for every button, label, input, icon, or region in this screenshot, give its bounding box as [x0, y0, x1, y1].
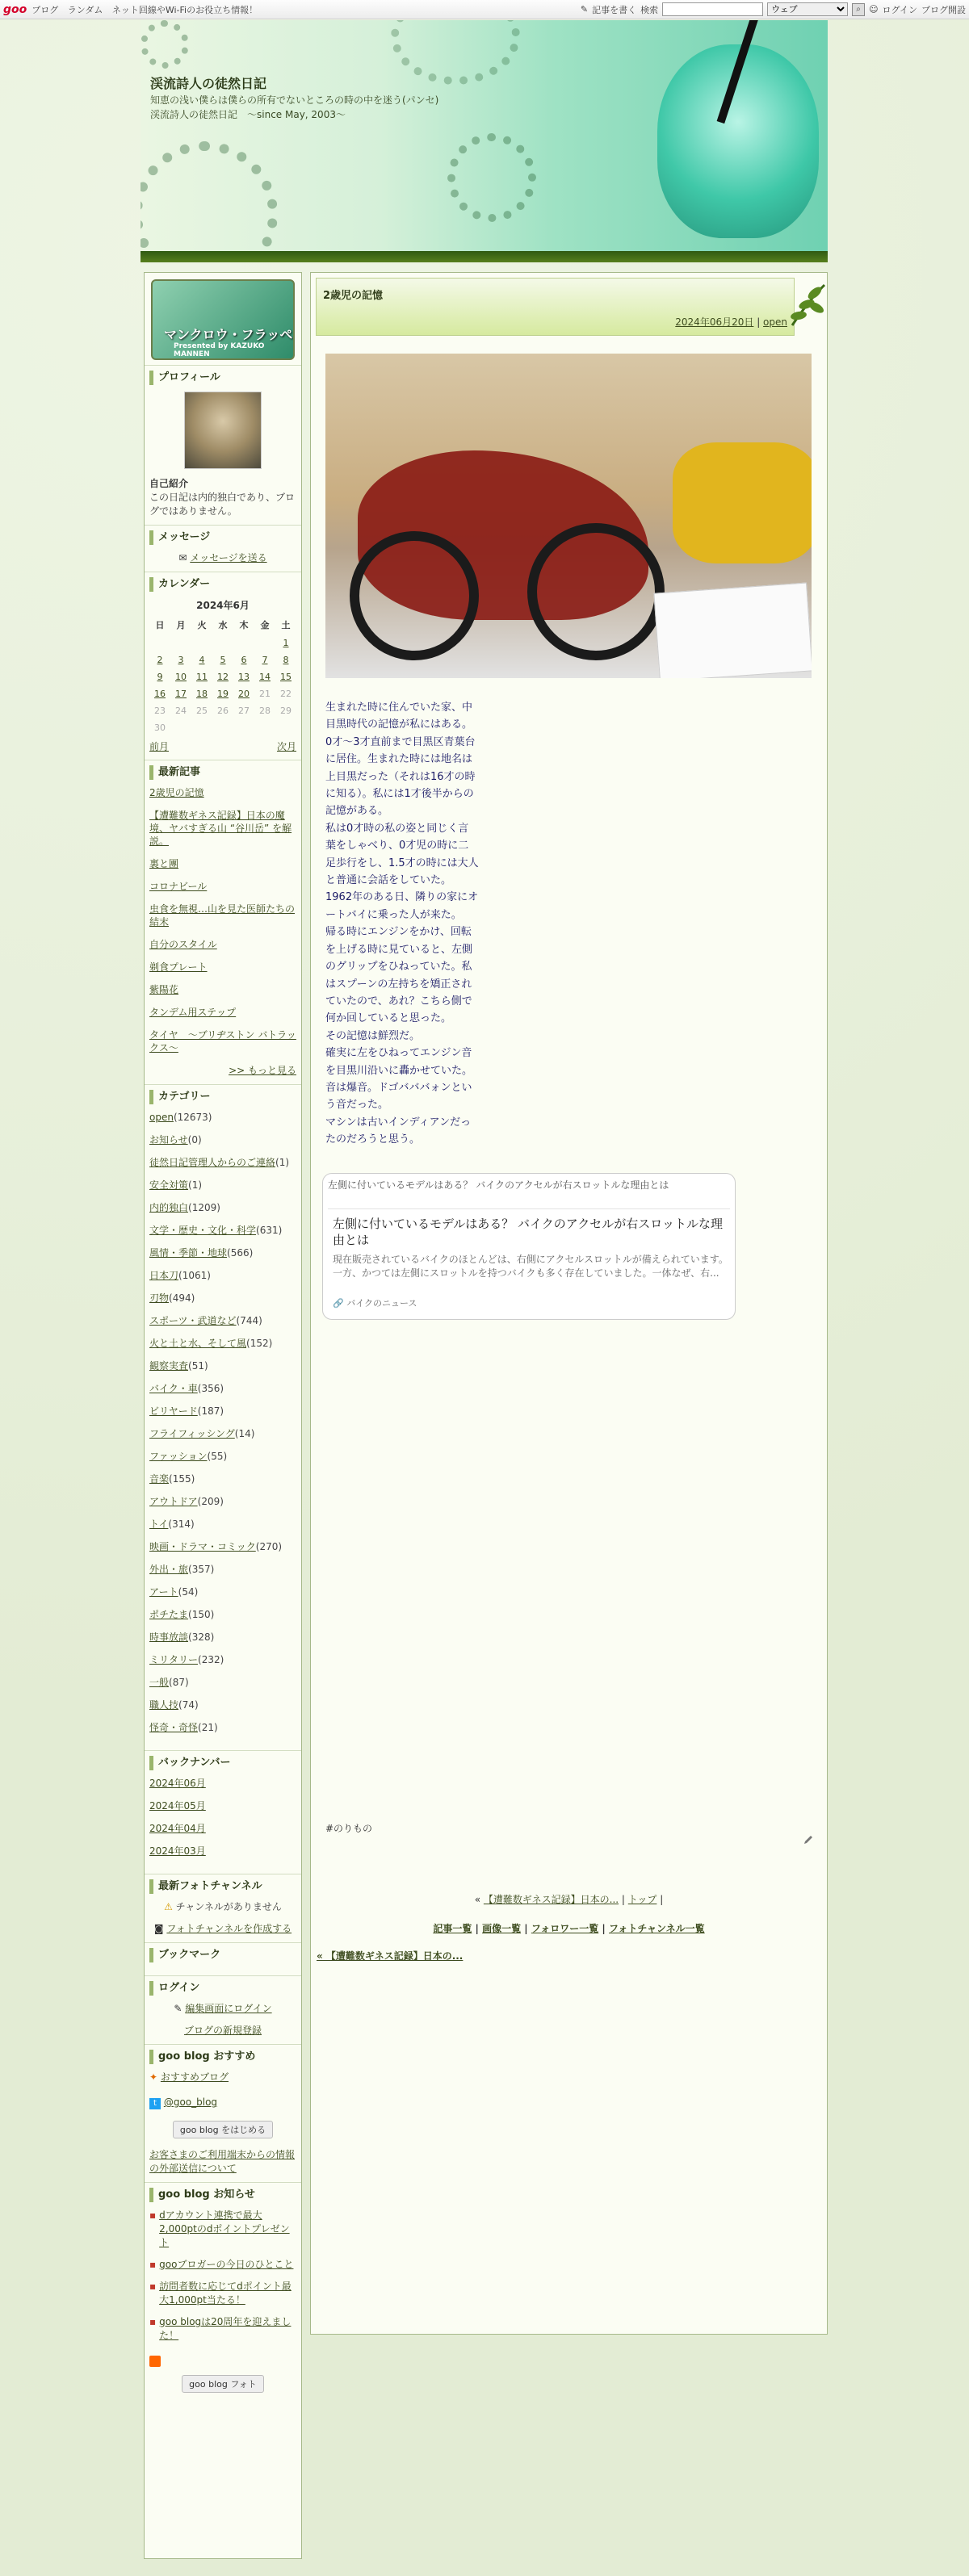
pager-prefix: «	[474, 1894, 484, 1905]
search-input[interactable]	[662, 2, 763, 16]
category-count: (0)	[187, 1134, 202, 1146]
category-count: (314)	[168, 1518, 195, 1530]
category-item	[149, 1427, 296, 1440]
calendar-day[interactable]: 15	[280, 672, 292, 682]
calendar-day[interactable]: 1	[283, 638, 289, 648]
calendar-day	[191, 719, 212, 736]
start-blog-button[interactable]: goo blog をはじめる	[173, 2121, 273, 2138]
message-section	[145, 525, 301, 572]
category-item	[149, 1518, 296, 1531]
profile-section	[145, 365, 301, 525]
calendar-day[interactable]: 5	[220, 655, 226, 665]
category-link[interactable]: 怪奇・奇怪	[149, 1722, 199, 1733]
calendar-day[interactable]: 17	[175, 689, 187, 699]
bookmark-section	[145, 1942, 301, 1975]
category-item	[149, 1495, 296, 1508]
news-heading: goo blog お知らせ	[149, 2188, 296, 2202]
category-item	[149, 1382, 296, 1395]
backnumber-link[interactable]: 2024年03月	[149, 1845, 206, 1857]
category-link[interactable]: 一般	[149, 1677, 170, 1688]
photo-button[interactable]: goo blog フォト	[182, 2375, 264, 2393]
site-title[interactable]: 渓流詩人の徒然日記	[150, 76, 267, 91]
prev-entry	[317, 1949, 463, 1962]
blog-header	[141, 20, 828, 251]
recent-article-link[interactable]: 2歳児の記憶	[149, 787, 204, 798]
calendar-heading: カレンダー	[149, 577, 296, 592]
recent-articles-section	[145, 760, 301, 1084]
category-link[interactable]: 音楽	[149, 1473, 170, 1485]
category-count: (12673)	[173, 1112, 212, 1123]
category-count: (74)	[178, 1699, 199, 1711]
backnumber-heading: バックナンバー	[149, 1756, 296, 1770]
twitter-icon: t	[149, 2098, 161, 2109]
blog-open-link[interactable]: ブログ開設	[921, 4, 966, 15]
search-icon[interactable]: ⌕	[852, 3, 865, 16]
news-item	[149, 2258, 296, 2272]
calendar-day: 27	[238, 706, 250, 716]
entry-paragraph: 私は0才時の私の姿と同じく言葉をしゃべり、0才児の時に二足歩行をし、1.5才の時には大人と普通に会話をしていた。	[325, 822, 479, 887]
link-card-image-alt: 左側に付いているモデルはある？ バイクのアクセルが右スロットルな理由とは	[328, 1179, 669, 1191]
news-item	[149, 2280, 296, 2307]
calendar-day: 24	[175, 706, 187, 716]
login-section	[145, 1975, 301, 2044]
entry-separator: |	[753, 316, 764, 328]
calendar-day	[212, 635, 233, 651]
entry-paragraph: その記憶は鮮烈だ。	[325, 1029, 421, 1042]
category-count: (54)	[178, 1586, 199, 1598]
category-count: (328)	[188, 1631, 215, 1643]
calendar-weekday: 火	[197, 620, 207, 630]
recent-article-link[interactable]: 虫食を無視…山を見た医師たちの結末	[149, 903, 296, 928]
category-link[interactable]: 徒然日記管理人からのご連絡	[149, 1157, 276, 1168]
category-link[interactable]: お知らせ	[149, 1134, 188, 1146]
recent-article-link[interactable]: タンデム用ステップ	[149, 1007, 237, 1018]
calendar-day[interactable]: 7	[262, 655, 268, 665]
link-card[interactable]	[322, 1173, 736, 1320]
entry-paragraph: 確実に左をひねってエンジン音を目黒川沿いに轟かせていた。	[325, 1047, 473, 1077]
intro-text: この日記は内的独白であり、ブログではありません。	[149, 492, 296, 517]
category-link[interactable]: 火と土と水、そして風	[149, 1338, 247, 1349]
calendar-day	[212, 719, 233, 736]
login-link[interactable]: ログイン	[882, 4, 917, 15]
prev-entry-link[interactable]: « 【遭難数ギネス記録】日本の...	[317, 1950, 464, 1962]
wheel-shape	[350, 531, 479, 660]
calendar-day: 26	[217, 706, 229, 716]
photochannel-list-link[interactable]: フォトチャンネル一覧	[609, 1923, 705, 1934]
calendar-month: 2024年6月	[196, 600, 250, 611]
category-link[interactable]: 文学・歴史・文化・科学	[149, 1225, 257, 1236]
category-link[interactable]: フライフィッシング	[149, 1428, 235, 1439]
news-list	[149, 2209, 296, 2343]
calendar-day	[275, 719, 296, 736]
recent-heading: 最新記事	[149, 765, 296, 780]
recent-article-link[interactable]: 裏と團	[149, 858, 179, 869]
recommend-heading: goo blog おすすめ	[149, 2050, 296, 2064]
link-card-description: 現在販売されているバイクのほとんどは、右側にアクセルスロットルが備えられています。一方、かつては左側にスロットルを持つバイクも多く存在していました。一体なぜ、右...	[333, 1253, 728, 1279]
intro-label: 自己紹介	[149, 478, 189, 489]
category-count: (494)	[169, 1292, 195, 1304]
calendar-day[interactable]: 16	[154, 689, 166, 699]
backnumber-link[interactable]: 2024年04月	[149, 1823, 206, 1834]
backnumber-list	[149, 1777, 296, 1858]
entry-title: 2歳児の記憶	[323, 290, 384, 302]
calendar-day: 21	[259, 689, 271, 699]
category-item	[149, 1631, 296, 1644]
wheel-shape	[527, 523, 665, 660]
recent-list	[149, 786, 296, 1054]
category-count: (87)	[169, 1677, 189, 1688]
top-nav-wifi[interactable]: ネット回線やWi-Fiのお役立ち情報！	[111, 4, 258, 15]
more-link[interactable]: >> もっと見る	[229, 1065, 296, 1076]
category-item	[149, 1246, 296, 1259]
twitter-link[interactable]: @goo_blog	[163, 2096, 218, 2108]
category-link[interactable]: 安全対策	[149, 1179, 189, 1191]
category-count: (232)	[198, 1654, 224, 1665]
entry-tag[interactable]: #のりもの	[325, 1823, 373, 1834]
main-entry	[310, 272, 828, 2335]
category-link[interactable]: 映画・ドラマ・コミック	[149, 1541, 256, 1552]
calendar-day[interactable]: 8	[283, 655, 289, 665]
entry-date[interactable]: 2024年06月20日	[675, 316, 754, 328]
category-count: (152)	[246, 1338, 273, 1349]
calendar-day	[233, 719, 254, 736]
leaf-icon	[784, 277, 829, 335]
category-link[interactable]: 観察実査	[149, 1360, 189, 1372]
category-item	[149, 1585, 296, 1598]
category-link[interactable]: トイ	[149, 1518, 169, 1530]
calendar-day: 25	[196, 706, 208, 716]
calendar-weekday: 木	[239, 620, 249, 630]
no-channel-text: チャンネルがありません	[175, 1901, 282, 1912]
calendar-next-month[interactable]: 次月	[276, 741, 296, 752]
category-item	[149, 1314, 296, 1327]
image-list-link[interactable]: 画像一覧	[482, 1923, 522, 1934]
calendar-day	[149, 635, 170, 651]
calendar-day[interactable]: 3	[178, 655, 184, 665]
pencil-icon: ✎	[174, 2003, 182, 2014]
calendar-day[interactable]: 4	[199, 655, 205, 665]
category-item	[149, 1179, 296, 1192]
news-icon: ▪	[149, 2209, 157, 2221]
avatar	[184, 392, 262, 469]
profile-heading: プロフィール	[149, 371, 296, 385]
sidebar	[144, 272, 302, 2559]
entry-category[interactable]: open	[763, 316, 787, 328]
entry-body	[325, 699, 479, 1149]
category-link[interactable]: 日本刀	[149, 1270, 179, 1281]
category-item	[149, 1337, 296, 1350]
link-card-title[interactable]: 左側に付いているモデルはある？ バイクのアクセルが右スロットルな理由とは	[333, 1216, 723, 1247]
top-nav	[31, 3, 264, 16]
banner-subtitle: Presented by KAZUKO MANNEN	[174, 342, 265, 358]
calendar-day: 29	[280, 706, 292, 716]
news-link[interactable]: gooブロガーの今日のひとこと	[159, 2259, 294, 2270]
follower-list-link[interactable]: フォロワー一覧	[531, 1923, 599, 1934]
calendar-table	[149, 615, 296, 736]
category-count: (51)	[188, 1360, 208, 1372]
goo-logo[interactable]: goo	[3, 2, 27, 16]
entry-paragraph: 帰る時にエンジンをかけ、回転を上げる時に見ていると、左側のグリップをひねっていた。私はスプーンの左持ちを矯正されていたので、あれ？こちら側で何か回していると思った。	[325, 926, 473, 1025]
calendar-day: 30	[154, 723, 166, 733]
calendar-day[interactable]: 20	[238, 689, 250, 699]
calendar-day[interactable]: 12	[217, 672, 229, 682]
entry-paragraph: 音は爆音。ドゴバババォンという音だった。	[325, 1081, 472, 1112]
calendar-weekday: 土	[281, 620, 291, 630]
category-item	[149, 1698, 296, 1711]
recent-article-link[interactable]: コロナビール	[149, 881, 208, 892]
rss-icon[interactable]	[149, 2356, 161, 2367]
category-item	[149, 1156, 296, 1169]
category-item	[149, 1721, 296, 1734]
recommend-blog-link[interactable]: おすすめブログ	[160, 2071, 229, 2083]
news-link[interactable]: dアカウント連携で最大2,000ptのdポイントプレゼント	[159, 2209, 290, 2248]
category-item	[149, 1653, 296, 1666]
calendar-day: 22	[280, 689, 292, 699]
header-bar	[141, 251, 828, 262]
calendar-day[interactable]: 9	[157, 672, 163, 682]
pager-top-link[interactable]: トップ	[627, 1894, 657, 1905]
category-item	[149, 1676, 296, 1689]
photochannel-section	[145, 1874, 301, 1942]
entry-paragraph: 1962年のある日、隣りの家にオートバイに乗った人が来た。	[325, 891, 479, 921]
envelope-icon: ✉	[178, 552, 187, 563]
category-count: (270)	[255, 1541, 283, 1552]
top-bar	[0, 0, 969, 19]
category-count: (356)	[197, 1383, 224, 1394]
category-link[interactable]: ファッション	[149, 1451, 208, 1462]
link-icon: 🔗	[333, 1297, 344, 1309]
category-heading: カテゴリー	[149, 1090, 296, 1104]
pager-links: 記事一覧 | 画像一覧 | フォロワー一覧 | フォトチャンネル一覧	[433, 1923, 705, 1934]
info-placard	[653, 583, 812, 678]
calendar-day	[191, 635, 212, 651]
category-item	[149, 1269, 296, 1282]
category-link[interactable]: 時事放談	[149, 1631, 189, 1643]
category-link[interactable]: バイク・車	[149, 1383, 198, 1394]
category-link[interactable]: open	[149, 1112, 174, 1123]
lace-decoration	[141, 20, 189, 69]
calendar-day	[170, 635, 191, 651]
category-count: (55)	[207, 1451, 228, 1462]
calendar-day	[254, 719, 275, 736]
external-info-link[interactable]: お客さまのご利用端末からの情報の外部送信について	[149, 2149, 296, 2174]
calendar-day[interactable]: 11	[196, 672, 208, 682]
recent-article-link[interactable]: 紫陽花	[149, 984, 179, 995]
category-item	[149, 1472, 296, 1485]
news-icon: ▪	[149, 2281, 157, 2292]
calendar-day	[170, 719, 191, 736]
sidebar-banner[interactable]	[151, 279, 295, 360]
category-count: (14)	[234, 1428, 255, 1439]
category-item	[149, 1359, 296, 1372]
news-icon: ▪	[149, 2259, 157, 2270]
link-card-source: バイクのニュース	[346, 1297, 417, 1309]
category-count: (357)	[188, 1564, 215, 1575]
category-link[interactable]: ポチたま	[149, 1609, 189, 1620]
category-item	[149, 1292, 296, 1305]
category-count: (209)	[197, 1496, 224, 1507]
create-photochannel-link[interactable]: フォトチャンネルを作成する	[166, 1923, 292, 1934]
category-count: (150)	[188, 1609, 215, 1620]
yellow-motorcycle-shape	[673, 442, 812, 563]
pager-prev-link[interactable]: 【遭難数ギネス記録】日本の...	[483, 1894, 619, 1905]
category-count: (155)	[169, 1473, 195, 1485]
calendar-weekday: 金	[260, 620, 270, 630]
category-count: (566)	[227, 1247, 254, 1259]
category-link[interactable]: 職人技	[149, 1699, 179, 1711]
category-count: (1209)	[188, 1202, 220, 1213]
calendar-day: 28	[259, 706, 271, 716]
backnumber-link[interactable]: 2024年05月	[149, 1800, 206, 1812]
photochannel-heading: 最新フォトチャンネル	[149, 1879, 296, 1894]
lace-decoration	[391, 20, 520, 85]
recent-article-link[interactable]: 自分のスタイル	[149, 939, 217, 950]
news-icon: ▪	[149, 2316, 157, 2327]
category-item	[149, 1608, 296, 1621]
calendar-day[interactable]: 18	[196, 689, 208, 699]
search-scope-select[interactable]	[767, 2, 848, 16]
send-message-link[interactable]: メッセージを送る	[190, 552, 267, 563]
calendar-weekday: 水	[218, 620, 228, 630]
category-section	[145, 1084, 301, 1750]
calendar-day[interactable]: 10	[175, 672, 187, 682]
category-count: (1)	[275, 1157, 290, 1168]
category-link[interactable]: ビリヤード	[149, 1405, 198, 1417]
category-link[interactable]: 外出・旅	[149, 1564, 189, 1575]
category-link[interactable]: 風情・季節・地球	[149, 1247, 228, 1259]
top-nav-random[interactable]: ランダム	[67, 4, 103, 15]
news-section	[145, 2182, 301, 2399]
edit-login-link[interactable]: 編集画面にログイン	[185, 2003, 272, 2014]
recent-article-link[interactable]: 剃食プレート	[149, 961, 208, 973]
login-icon: ☺	[869, 4, 879, 15]
calendar-weekday: 月	[176, 620, 186, 630]
search-label: 検索	[640, 4, 659, 15]
write-article-link[interactable]: 記事を書く	[592, 4, 637, 15]
category-count: (744)	[236, 1315, 262, 1326]
calendar-day	[233, 635, 254, 651]
entry-paragraph: マシンは古いインディアンだったのだろうと思う。	[325, 1116, 472, 1146]
category-item	[149, 1450, 296, 1463]
category-count: (1061)	[178, 1270, 211, 1281]
news-link[interactable]: goo blogは20周年を迎えました！	[159, 2316, 292, 2341]
calendar-day[interactable]: 14	[259, 672, 271, 682]
category-link[interactable]: ミリタリー	[149, 1654, 199, 1665]
category-list	[149, 1111, 296, 1734]
edit-pencil-icon[interactable]	[803, 1834, 814, 1845]
calendar-day[interactable]: 2	[157, 655, 163, 665]
site-description: 知恵の浅い僕らは僕らの所有でないところの時の中を迷う(パンセ) 渓流詩人の徒然日記 ～since May, 2003～	[150, 94, 449, 120]
calendar-weekday: 日	[155, 620, 165, 630]
category-link[interactable]: 刃物	[149, 1292, 170, 1304]
register-link[interactable]: ブログの新規登録	[183, 2025, 262, 2036]
lace-decoration	[141, 141, 278, 251]
news-item	[149, 2209, 296, 2250]
camera-icon: ◙	[153, 1923, 164, 1934]
recommend-section	[145, 2044, 301, 2182]
recent-article-link[interactable]: タイヤ ～ブリヂストン バトラックス～	[149, 1029, 296, 1053]
warning-icon: ⚠	[164, 1901, 173, 1912]
entry-paragraph: 生まれた時に住んでいた家、中目黒時代の記憶が私にはある。0才〜3才直前まで目黒区青葉台に居住。生まれた時には地名は上目黒だった（それは16才の時に知る）。私には1才後半からの記憶がある。	[325, 702, 476, 818]
recent-article-link[interactable]: 【遭難数ギネス記録】日本の魔境、ヤバすぎる山 “谷川岳” を解説。	[149, 810, 292, 847]
banner-title: マンクロウ・フラッペ	[164, 327, 293, 342]
category-item	[149, 1201, 296, 1214]
category-item	[149, 1224, 296, 1237]
category-item	[149, 1405, 296, 1418]
category-count: (631)	[256, 1225, 283, 1236]
message-heading: メッセージ	[149, 530, 296, 545]
category-item	[149, 1540, 296, 1553]
calendar-section	[145, 572, 301, 760]
category-link[interactable]: 内的独白	[149, 1202, 189, 1213]
bookmark-heading: ブックマーク	[149, 1948, 296, 1962]
top-right-tools	[581, 2, 966, 16]
article-list-link[interactable]: 記事一覧	[433, 1923, 472, 1934]
calendar-day: 23	[154, 706, 166, 716]
entry-photo[interactable]	[325, 354, 812, 678]
category-count: (1)	[188, 1179, 203, 1191]
category-item	[149, 1133, 296, 1146]
backnumber-link[interactable]: 2024年06月	[149, 1778, 206, 1789]
category-link[interactable]: アウトドア	[149, 1496, 198, 1507]
category-item	[149, 1111, 296, 1124]
pager-top: « 【遭難数ギネス記録】日本の... | トップ |	[474, 1894, 664, 1905]
pen-icon: ✎	[580, 4, 589, 15]
category-link[interactable]: アート	[149, 1586, 178, 1598]
backnumber-section	[145, 1750, 301, 1874]
calendar-prev-month[interactable]: 前月	[149, 741, 170, 752]
news-link[interactable]: 訪問者数に応じてdポイント最大1,000pt当たる！	[159, 2281, 292, 2306]
calendar-day	[254, 635, 275, 651]
login-heading: ログイン	[149, 1981, 296, 1996]
calendar-day[interactable]: 6	[241, 655, 247, 665]
calendar-day[interactable]: 19	[217, 689, 229, 699]
entry-header	[316, 278, 795, 336]
category-count: (187)	[197, 1405, 224, 1417]
category-count: (21)	[198, 1722, 218, 1733]
news-item	[149, 2315, 296, 2343]
flame-icon: ✦	[149, 2071, 158, 2083]
calendar-day[interactable]: 13	[238, 672, 250, 682]
lace-decoration	[447, 133, 536, 222]
top-nav-blog[interactable]: ブログ	[31, 4, 59, 15]
category-link[interactable]: スポーツ・武道など	[149, 1315, 237, 1326]
category-item	[149, 1563, 296, 1576]
